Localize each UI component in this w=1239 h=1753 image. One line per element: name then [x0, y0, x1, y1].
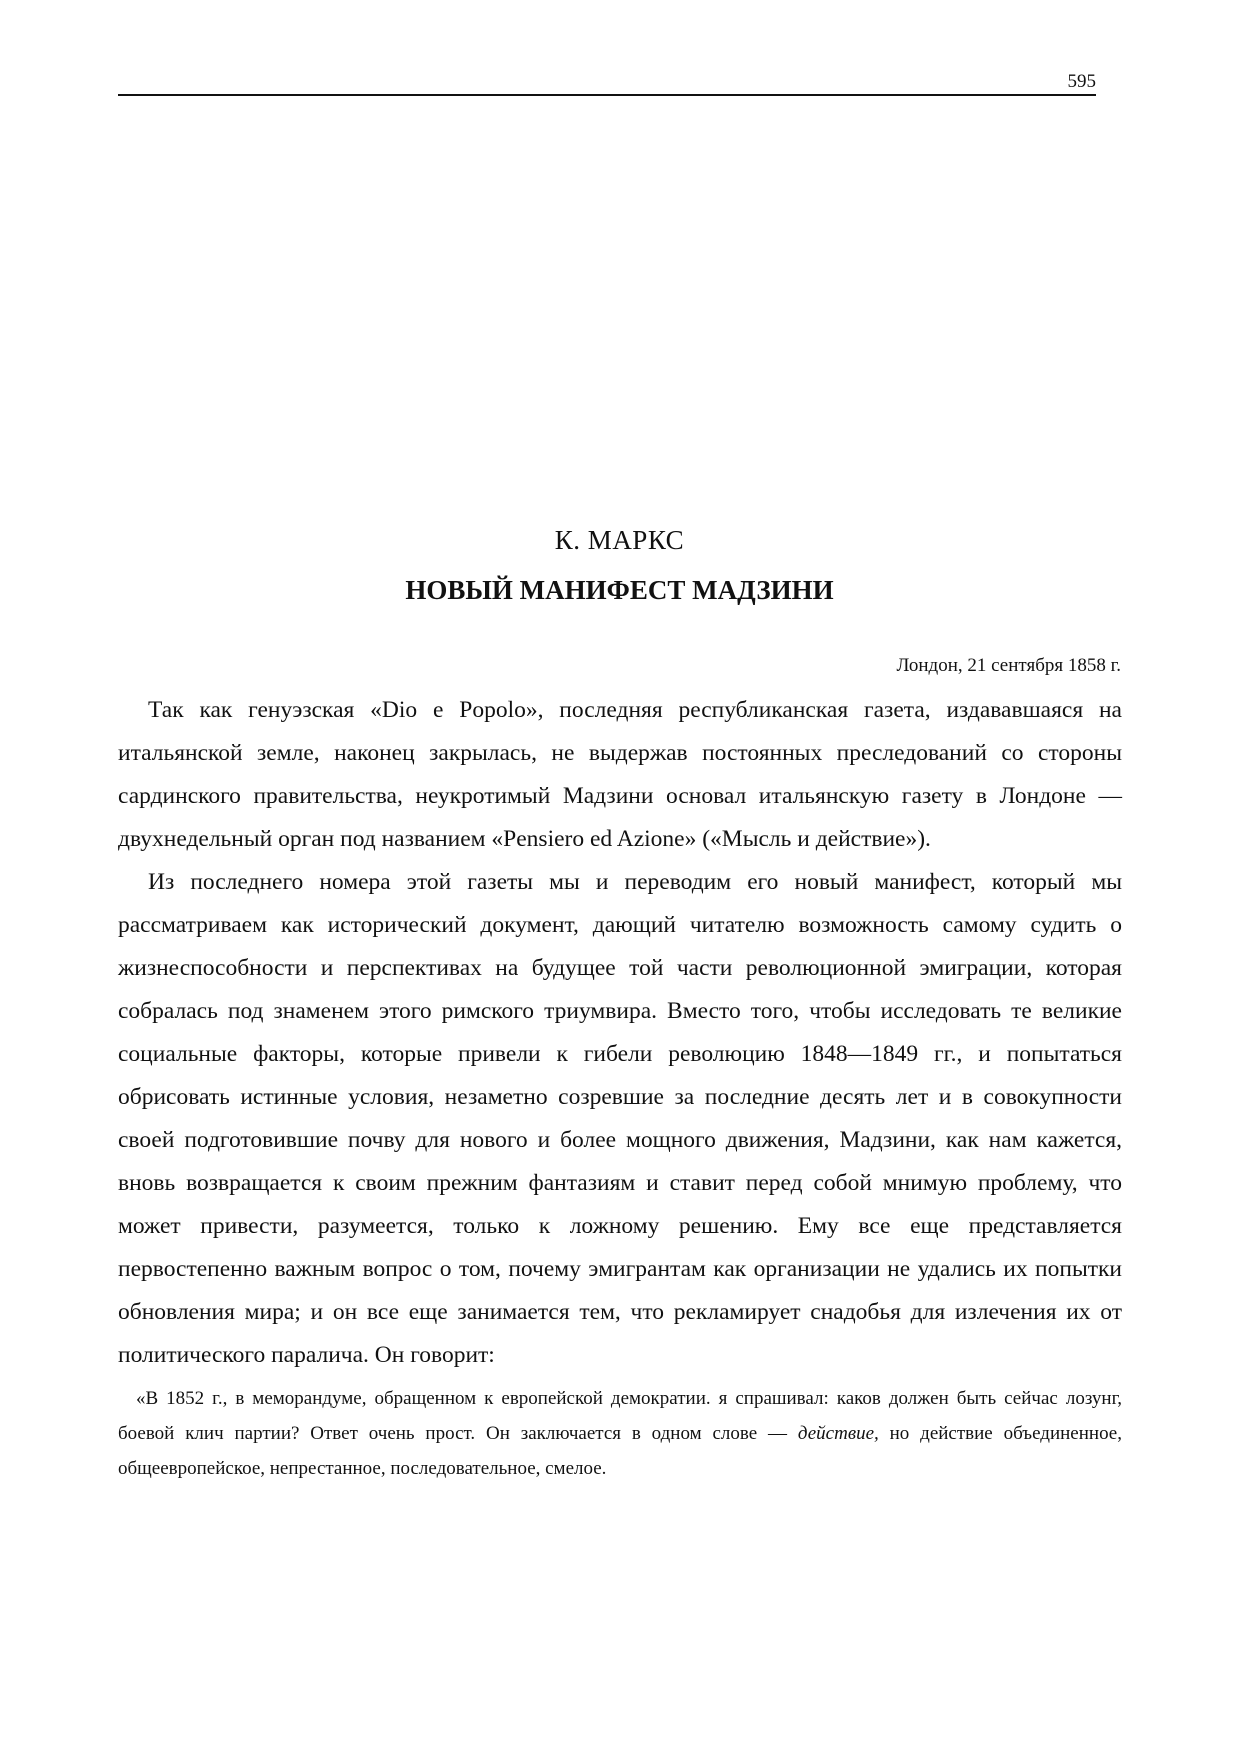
paragraph-1: Так как генуэзская «Dio e Popolo», последняя республиканская газета, издававшаяся на итальянской земле, наконец закрылась, не выдержав постоянных преследований со стороны сардинского правительства, неукротимый Мадзини основал итальянскую газету в Лондоне — двухнедельный орган под названием «Pensiero ed Azione» («Мысль и действие»).	[118, 697, 1122, 852]
paragraph-2: Из последнего номера этой газеты мы и переводим его новый манифест, который мы рассматриваем как исторический документ, дающий читателю возможность самому судить о жизнеспособности и перспективах на будущее той части революционной эмиграции, которая собралась под знаменем этого римского триумвира. Вместо того, чтобы исследовать те великие социальные факторы, которые привели к гибели революцию 1848—1849 гг., и попытаться обрисовать истинные условия, незаметно созревшие за последние десять лет и в совокупности своей подготовившие почву для нового и более мощного движения, Мадзини, как нам кажется, вновь возвращается к своим прежним фантазиям и ставит перед собой мнимую проблему, что может привести, разумеется, только к ложному решению. Ему все еще представляется первостепенно важным вопрос о том, почему эмигрантам как организации не удались их попытки обновления мира; и он все еще занимается тем, что рекламирует снадобья для излечения их от политического паралича. Он говорит:	[118, 869, 1122, 1368]
quote-paragraph	[118, 1381, 1122, 1486]
quote-text-end: но действие объединенное, общеевропейское, непрестанное, последовательное, смелое.	[118, 1423, 1122, 1479]
block-quote	[118, 1381, 1122, 1486]
page-number: 595	[1067, 71, 1096, 92]
header-rule	[118, 94, 1096, 96]
quote-emphasis: действие,	[797, 1423, 879, 1444]
dateline: Лондон, 21 сентября 1858 г.	[896, 655, 1121, 676]
article-title: НОВЫЙ МАНИФЕСТ МАДЗИНИ	[405, 575, 834, 605]
quote-text-start: «В 1852 г., в меморандуме, обращенном к европейской демократии. я спрашивал: каков должен быть сейчас лозунг, боевой клич партии? Ответ очень прост. Он заключается в одном слове —	[118, 1388, 1122, 1444]
author-name: К. МАРКС	[554, 525, 685, 555]
article-body	[118, 689, 1122, 1377]
